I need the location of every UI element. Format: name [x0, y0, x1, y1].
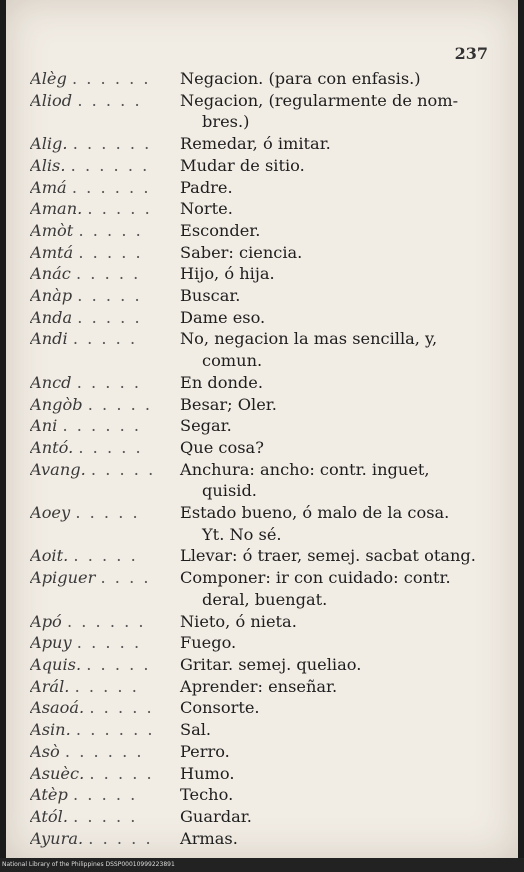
entry-definition — [180, 632, 492, 654]
leader-dots: . . . . . . — [70, 155, 150, 175]
term-word: Asò — [30, 741, 60, 761]
definition-text: Consorte. — [180, 698, 260, 718]
definition-text: Besar; Oler. — [180, 394, 277, 414]
entry-term — [30, 328, 180, 371]
dictionary-entry — [30, 394, 492, 416]
dictionary-entry — [30, 828, 492, 850]
definition-text: Hijo, ó hija. — [180, 264, 275, 284]
term-word: Anác — [30, 264, 71, 284]
entry-term — [30, 784, 180, 806]
footer-watermark: National Library of the Philippines DSSP00010999223891 — [0, 858, 524, 872]
leader-dots: . . . . . — [74, 676, 139, 696]
entry-term — [30, 133, 180, 155]
dictionary-entry — [30, 90, 492, 133]
entry-term — [30, 654, 180, 676]
leader-dots: . . . . . — [90, 459, 156, 479]
entry-term — [30, 828, 180, 850]
term-word: Alig. — [30, 134, 68, 154]
leader-dots: . . . . . — [86, 654, 151, 674]
dictionary-entry — [30, 68, 492, 90]
entry-definition — [180, 437, 492, 459]
definition-text: Padre. — [180, 177, 233, 197]
term-word: Arál. — [30, 676, 70, 696]
dictionary-entry — [30, 133, 492, 155]
entry-term — [30, 459, 180, 502]
entry-definition — [180, 372, 492, 394]
leader-dots: . . . . . — [73, 546, 138, 566]
term-word: Aquis. — [30, 654, 82, 674]
entry-definition — [180, 242, 492, 264]
leader-dots: . . . . . — [77, 307, 142, 327]
dictionary-entry — [30, 784, 492, 806]
definition-text: Nieto, ó nieta. — [180, 611, 297, 631]
definition-text: Componer: ir con cuidado: contr. — [180, 568, 451, 588]
leader-dots: . . . . . — [78, 242, 143, 262]
definition-text: Gritar. semej. queliao. — [180, 654, 362, 674]
definition-text: Segar. — [180, 416, 232, 436]
dictionary-entry — [30, 502, 492, 545]
definition-text: Guardar. — [180, 806, 252, 826]
term-word: Aman. — [30, 199, 83, 219]
entry-term — [30, 68, 180, 90]
entry-definition — [180, 654, 492, 676]
entry-term — [30, 155, 180, 177]
definition-text: En donde. — [180, 372, 264, 392]
term-word: Aoey — [30, 503, 71, 523]
leader-dots: . . . . . . — [75, 720, 155, 740]
leader-dots: . . . . . — [75, 503, 140, 523]
dictionary-entry — [30, 632, 492, 654]
entry-definition — [180, 567, 492, 610]
term-word: Asaoá. — [30, 698, 85, 718]
entry-definition — [180, 828, 492, 850]
entry-term — [30, 394, 180, 416]
dictionary-entry — [30, 307, 492, 329]
entry-term — [30, 502, 180, 545]
entry-term — [30, 177, 180, 199]
term-word: Apuy — [30, 633, 72, 653]
entry-definition — [180, 697, 492, 719]
leader-dots: . . . . . — [76, 264, 141, 284]
entry-term — [30, 567, 180, 610]
entry-term — [30, 763, 180, 785]
definition-text: Mudar de sitio. — [180, 155, 305, 175]
entry-definition — [180, 806, 492, 828]
entry-definition — [180, 545, 492, 567]
term-word: Apó — [30, 611, 62, 631]
definition-text: Aprender: enseñar. — [180, 676, 338, 696]
term-word: Asuèc. — [30, 763, 85, 783]
dictionary-entry — [30, 741, 492, 763]
dictionary-entry — [30, 328, 492, 371]
definition-text: Norte. — [180, 199, 233, 219]
dictionary-entry — [30, 198, 492, 220]
entry-term — [30, 372, 180, 394]
term-word: Atèp — [30, 785, 68, 805]
term-word: Aoit. — [30, 546, 69, 566]
entry-term — [30, 90, 180, 133]
leader-dots: . . . . . . — [64, 741, 144, 761]
leader-dots: . . . . . — [76, 372, 142, 392]
term-word: Amá — [30, 177, 67, 197]
entry-definition — [180, 220, 492, 242]
term-word: Anàp — [30, 286, 73, 306]
entry-definition — [180, 90, 492, 133]
entry-definition — [180, 459, 492, 502]
dictionary-entry — [30, 415, 492, 437]
leader-dots: . . . . . . — [71, 177, 151, 197]
leader-dots: . . . . . — [77, 90, 142, 110]
entry-term — [30, 415, 180, 437]
entry-term — [30, 198, 180, 220]
definition-text: Fuego. — [180, 633, 237, 653]
definition-text: Remedar, ó imitar. — [180, 134, 331, 154]
entry-definition — [180, 394, 492, 416]
term-word: Antó. — [30, 437, 74, 457]
entry-term — [30, 263, 180, 285]
term-word: Avang. — [30, 459, 86, 479]
leader-dots: . . . . . . — [62, 416, 142, 436]
dictionary-entry — [30, 676, 492, 698]
term-word: Ancd — [30, 372, 72, 392]
definition-text: Estado bueno, ó malo de la cosa. — [180, 503, 450, 523]
definition-text: Armas. — [180, 828, 238, 848]
leader-dots: . . . . . — [89, 763, 154, 783]
dictionary-entries — [30, 68, 492, 849]
definition-text: Perro. — [180, 741, 230, 761]
definition-text: Anchura: ancho: contr. inguet, — [180, 459, 430, 479]
entry-definition — [180, 155, 492, 177]
definition-text: Dame eso. — [180, 307, 266, 327]
leader-dots: . . . . . — [72, 329, 138, 349]
dictionary-entry — [30, 372, 492, 394]
leader-dots: . . . . . — [89, 698, 154, 718]
leader-dots: . . . . . — [78, 437, 143, 457]
definition-text: Saber: ciencia. — [180, 242, 303, 262]
entry-definition — [180, 415, 492, 437]
entry-definition — [180, 133, 492, 155]
term-word: Alèg — [30, 69, 67, 88]
term-word: Atól. — [30, 806, 68, 826]
leader-dots: . . . . . . — [72, 134, 152, 154]
entry-definition — [180, 198, 492, 220]
entry-definition — [180, 177, 492, 199]
entry-term — [30, 545, 180, 567]
definition-text: Sal. — [180, 720, 212, 740]
entry-term — [30, 242, 180, 264]
book-page — [6, 0, 518, 860]
term-word: Amòt — [30, 220, 74, 240]
leader-dots: . . . . . — [77, 286, 142, 306]
dictionary-entry — [30, 654, 492, 676]
entry-definition — [180, 307, 492, 329]
definition-text: Esconder. — [180, 220, 261, 240]
entry-term — [30, 632, 180, 654]
term-word: Asin. — [30, 720, 71, 740]
term-word: Aliod — [30, 90, 73, 110]
dictionary-entry — [30, 155, 492, 177]
term-word: Alis. — [30, 155, 66, 175]
dictionary-entry — [30, 763, 492, 785]
dictionary-entry — [30, 263, 492, 285]
definition-text: Humo. — [180, 763, 235, 783]
entry-definition — [180, 328, 492, 371]
leader-dots: . . . . . — [73, 785, 138, 805]
term-word: Ani — [30, 416, 58, 436]
dictionary-entry — [30, 285, 492, 307]
dictionary-entry — [30, 567, 492, 610]
definition-continuation: Yt. No sé. — [202, 524, 282, 544]
leader-dots: . . . . . — [73, 806, 138, 826]
dictionary-entry — [30, 545, 492, 567]
entry-term — [30, 285, 180, 307]
definition-text: No, negacion la mas sencilla, y, — [180, 329, 438, 349]
entry-definition — [180, 741, 492, 763]
leader-dots: . . . . . — [76, 633, 142, 653]
definition-text: Llevar: ó traer, semej. sacbat otang. — [180, 546, 476, 566]
term-word: Anda — [30, 307, 73, 327]
entry-definition — [180, 676, 492, 698]
entry-definition — [180, 784, 492, 806]
entry-definition — [180, 763, 492, 785]
term-word: Andi — [30, 329, 68, 349]
entry-term — [30, 611, 180, 633]
definition-text: Negacion, (regularmente de nom- — [180, 90, 459, 110]
definition-continuation: comun. — [202, 351, 263, 371]
leader-dots: . . . . . . — [71, 69, 151, 88]
entry-definition — [180, 502, 492, 545]
entry-definition — [180, 285, 492, 307]
leader-dots: . . . . . . — [66, 611, 146, 631]
entry-definition — [180, 611, 492, 633]
leader-dots: . . . . . — [87, 394, 153, 414]
term-word: Ayura. — [30, 828, 84, 848]
entry-term — [30, 437, 180, 459]
definition-continuation: bres.) — [202, 112, 250, 132]
definition-continuation: quisid. — [202, 481, 257, 501]
definition-text: Que cosa? — [180, 437, 264, 457]
leader-dots: . . . . . — [78, 220, 143, 240]
term-word: Angòb — [30, 394, 83, 414]
dictionary-entry — [30, 806, 492, 828]
definition-text: Techo. — [180, 785, 234, 805]
dictionary-entry — [30, 719, 492, 741]
entry-term — [30, 676, 180, 698]
dictionary-entry — [30, 459, 492, 502]
leader-dots: . . . . — [100, 568, 151, 588]
definition-text: Negacion. (para con enfasis.) — [180, 69, 421, 88]
definition-continuation: deral, buengat. — [202, 589, 328, 609]
definition-text: Buscar. — [180, 286, 241, 306]
entry-term — [30, 697, 180, 719]
entry-definition — [180, 719, 492, 741]
entry-definition — [180, 263, 492, 285]
term-word: Amtá — [30, 242, 74, 262]
dictionary-entry — [30, 611, 492, 633]
entry-term — [30, 719, 180, 741]
leader-dots: . . . . . — [87, 199, 152, 219]
dictionary-entry — [30, 177, 492, 199]
entry-term — [30, 220, 180, 242]
entry-term — [30, 741, 180, 763]
entry-term — [30, 307, 180, 329]
leader-dots: . . . . . — [88, 828, 153, 848]
entry-term — [30, 806, 180, 828]
entry-definition — [180, 68, 492, 90]
dictionary-entry — [30, 697, 492, 719]
dictionary-entry — [30, 220, 492, 242]
term-word: Apiguer — [30, 568, 96, 588]
dictionary-entry — [30, 437, 492, 459]
page-number: 237 — [454, 44, 488, 63]
dictionary-entry — [30, 242, 492, 264]
